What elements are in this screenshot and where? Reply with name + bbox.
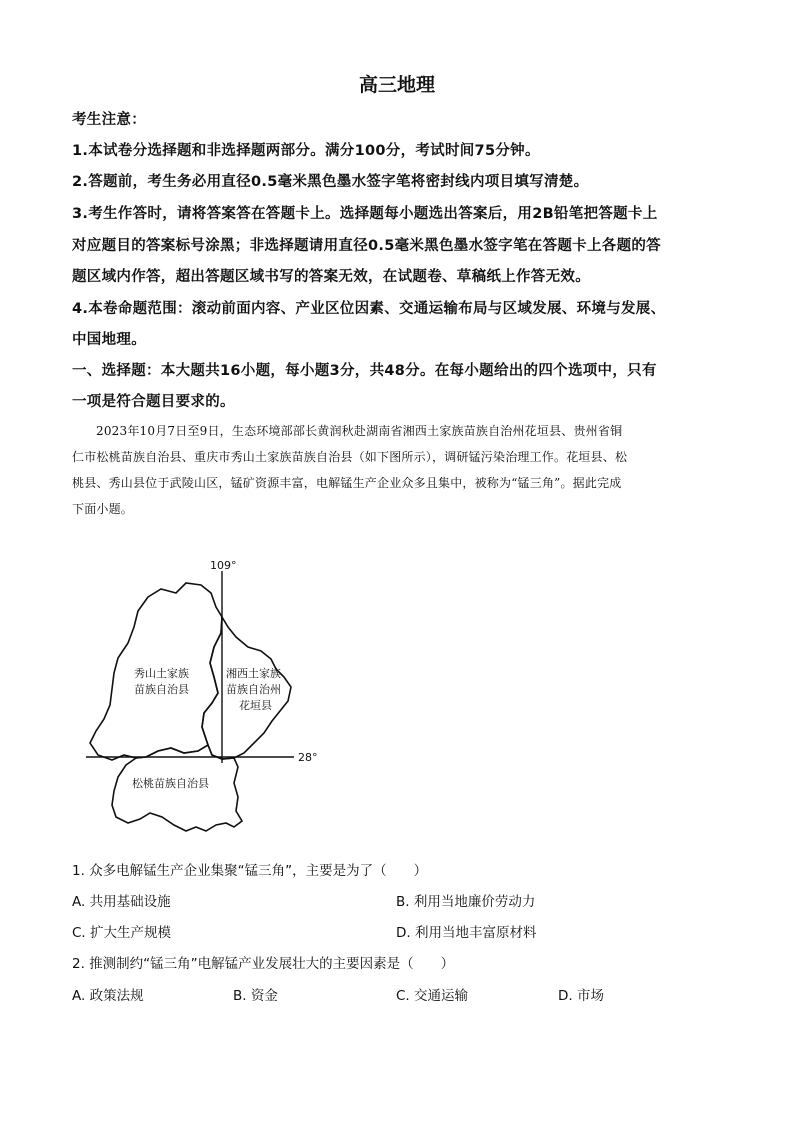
xiushan-label: 秀山土家族 (134, 667, 189, 680)
notice-item: 对应题目的答案标号涂黑；非选择题请用直径0.5毫米黑色墨水签字笔在答题卡上各题的答 (72, 238, 661, 254)
notice-item: 2.答题前，考生务必用直径0.5毫米黑色墨水签字笔将密封线内项目填写清楚。 (72, 174, 589, 190)
notice-item: 中国地理。 (72, 332, 146, 348)
option-a: A. 共用基础设施 (72, 894, 171, 910)
huayuan-label: 苗族自治州 (226, 683, 281, 696)
passage-line: 仁市松桃苗族自治县、重庆市秀山土家族苗族自治县（如下图所示），调研锰污染治理工作。花垣县、松 (72, 450, 628, 464)
option-d: D. 利用当地丰富原材料 (396, 925, 537, 941)
songtao-label: 松桃苗族自治县 (132, 777, 209, 790)
passage (72, 418, 722, 522)
notice-heading: 考生注意： (72, 112, 146, 128)
option-c: C. 扩大生产规模 (72, 925, 172, 941)
notice-item: 4.本卷命题范围：滚动前面内容、产业区位因素、交通运输布局与区域发展、环境与发展、 (72, 301, 666, 317)
option-b: B. 利用当地廉价劳动力 (396, 894, 536, 910)
section-line: 一项是符合题目要求的。 (72, 394, 235, 410)
option-d: D. 市场 (558, 988, 604, 1004)
huayuan-label: 花垣县 (239, 699, 272, 712)
question-stem: 2. 推测制约“锰三角”电解锰产业发展壮大的主要因素是（ ） (72, 956, 455, 972)
passage-line: 下面小题。 (72, 502, 134, 516)
notice-item: 1.本试卷分选择题和非选择题两部分。满分100分，考试时间75分钟。 (72, 143, 540, 159)
page-title: 高三地理 (358, 74, 435, 96)
region-map (76, 555, 336, 840)
section-line: 一、选择题：本大题共16小题，每小题3分，共48分。在每小题给出的四个选项中，只有 (72, 363, 657, 379)
option-c: C. 交通运输 (396, 988, 469, 1004)
notice-item: 题区域内作答，超出答题区域书写的答案无效，在试题卷、草稿纸上作答无效。 (72, 269, 590, 285)
passage-line: 桃县、秀山县位于武陵山区，锰矿资源丰富，电解锰生产企业众多且集中，被称为“锰三角”。据此完成 (72, 476, 622, 490)
huayuan-label: 湘西土家族 (226, 667, 281, 680)
question-stem: 1. 众多电解锰生产企业集聚“锰三角”，主要是为了（ ） (72, 863, 428, 879)
passage-line: 2023年10月7日至9日，生态环境部部长黄润秋赴湖南省湘西土家族苗族自治州花垣县、贵州省铜 (96, 424, 623, 438)
lat-label: 28° (298, 751, 318, 764)
lon-label: 109° (210, 559, 237, 572)
option-b: B. 资金 (233, 988, 278, 1004)
xiushan-label: 苗族自治县 (134, 683, 189, 696)
option-a: A. 政策法规 (72, 988, 144, 1004)
notice-item: 3.考生作答时，请将答案答在答题卡上。选择题每小题选出答案后，用2B铅笔把答题卡上 (72, 206, 658, 222)
